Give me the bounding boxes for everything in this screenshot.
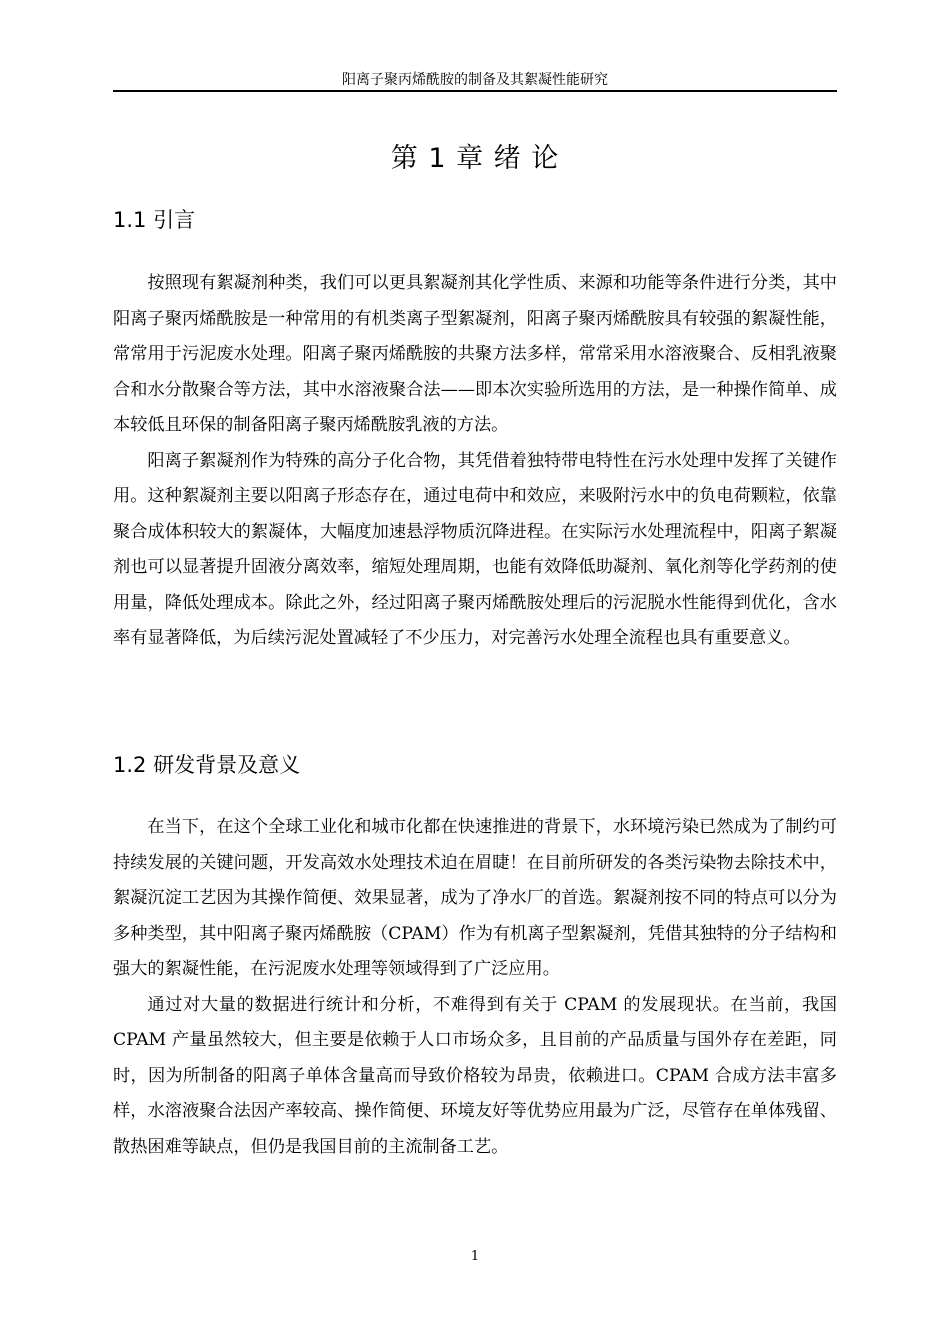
section-body-1-1 [113, 266, 837, 657]
paragraph: 按照现有絮凝剂种类，我们可以更具絮凝剂其化学性质、来源和功能等条件进行分类，其中阳离子聚丙烯酰胺是一种常用的有机类离子型絮凝剂，阳离子聚丙烯酰胺具有较强的絮凝性能，常常用于污泥废水处理。阳离子聚丙烯酰胺的共聚方法多样，常常采用水溶液聚合、反相乳液聚合和水分散聚合等方法，其中水溶液聚合法——即本次实验所选用的方法，是一种操作简单、成本较低且环保的制备阳离子聚丙烯酰胺乳液的方法。 [113, 273, 837, 435]
paragraph: 通过对大量的数据进行统计和分析，不难得到有关于 CPAM 的发展现状。在当前，我国 CPAM 产量虽然较大，但主要是依赖于人口市场众多，且目前的产品质量与国外存在差距，同时，因为所制备的阳离子单体含量高而导致价格较为昂贵，依赖进口。CPAM 合成方法丰富多样，水溶液聚合法因产率较高、操作简便、环境友好等优势应用最为广泛，尽管存在单体残留、散热困难等缺点，但仍是我国目前的主流制备工艺。 [113, 994, 837, 1157]
section-body-1-2 [113, 810, 837, 1165]
paragraph: 在当下，在这个全球工业化和城市化都在快速推进的背景下，水环境污染已然成为了制约可持续发展的关键问题，开发高效水处理技术迫在眉睫！在目前所研发的各类污染物去除技术中，絮凝沉淀工艺因为其操作简便、效果显著，成为了净水厂的首选。絮凝剂按不同的特点可以分为多种类型，其中阳离子聚丙烯酰胺（CPAM）作为有机离子型絮凝剂，凭借其独特的分子结构和强大的絮凝性能，在污泥废水处理等领域得到了广泛应用。 [113, 817, 837, 979]
running-header [113, 70, 837, 92]
section-heading-1-1: 1.1 引言 [113, 208, 196, 232]
page-number: 1 [470, 1249, 480, 1264]
section-heading-1-2: 1.2 研发背景及意义 [113, 753, 301, 777]
paragraph: 阳离子絮凝剂作为特殊的高分子化合物，其凭借着独特带电特性在污水处理中发挥了关键作用。这种絮凝剂主要以阳离子形态存在，通过电荷中和效应，来吸附污水中的负电荷颗粒，依靠聚合成体积较大的絮凝体，大幅度加速悬浮物质沉降进程。在实际污水处理流程中，阳离子絮凝剂也可以显著提升固液分离效率，缩短处理周期，也能有效降低助凝剂、氧化剂等化学药剂的使用量，降低处理成本。除此之外，经过阳离子聚丙烯酰胺处理后的污泥脱水性能得到优化，含水率有显著降低，为后续污泥处置减轻了不少压力，对完善污水处理全流程也具有重要意义。 [113, 450, 837, 648]
running-header-title: 阳离子聚丙烯酰胺的制备及其絮凝性能研究 [342, 72, 608, 88]
chapter-title: 第 1 章 绪 论 [390, 143, 560, 174]
